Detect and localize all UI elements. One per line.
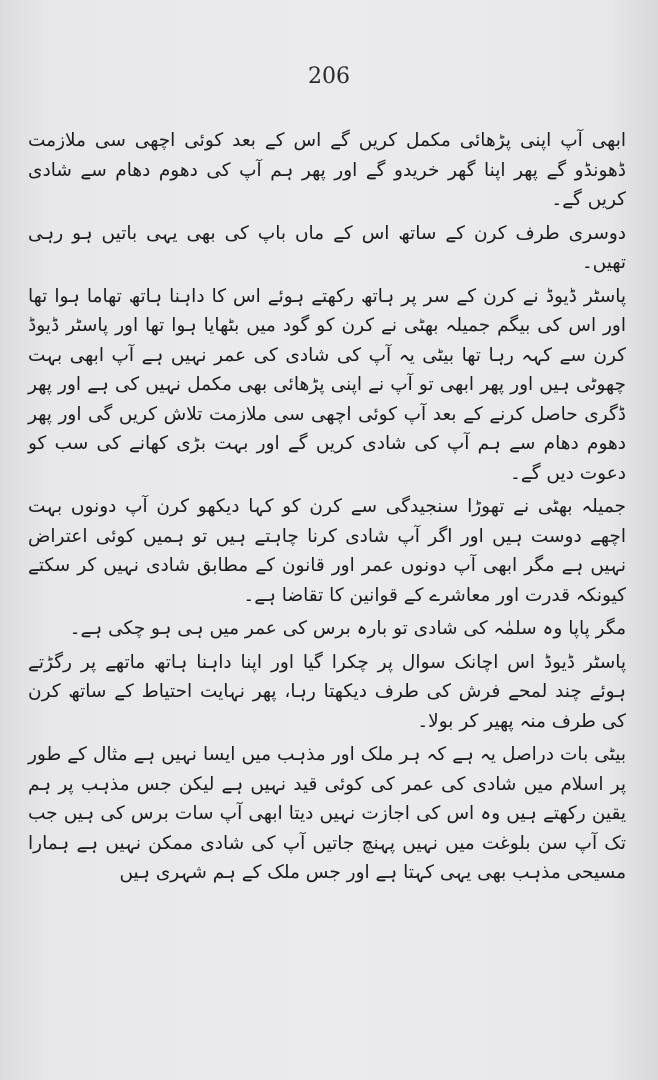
paragraph: جمیلہ بھٹی نے تھوڑا سنجیدگی سے کرن کو کہا دیکھو کرن آپ دونوں بہت اچھے دوست ہیں اور اگر آپ شادی کرنا چاہتے ہیں تو ہمیں کوئی اعتراض نہیں ہے مگر ابھی آپ دونوں عمر اور قانون کے مطابق شادی نہیں کر سکتے کیونکہ قدرت اور معاشرے کے قوانین کا تقاضا ہے۔ xyxy=(28,496,626,606)
paragraph: دوسری طرف کرن کے ساتھ اس کے ماں باپ کی بھی یہی باتیں ہو رہی تھیں۔ xyxy=(28,222,626,273)
paragraph: مگر پاپا وہ سلمٰہ کی شادی تو بارہ برس کی عمر میں ہی ہو چکی ہے۔ xyxy=(69,618,626,639)
paragraph: پاسٹر ڈیوڈ اس اچانک سوال پر چکرا گیا اور اپنا داہنا ہاتھ ماتھے پر رگڑتے ہوئے چند لمحے فرش کی طرف دیکھتا رہا، پھر نہایت احتیاط کے ساتھ کرن کی طرف منہ پھیر کر بولا۔ xyxy=(28,651,626,732)
page-body-text xyxy=(28,126,626,892)
paragraph: بیٹی بات دراصل یہ ہے کہ ہر ملک اور مذہب میں ایسا نہیں ہے مثال کے طور پر اسلام میں شادی کی عمر کی کوئی قید نہیں ہے لیکن جس مذہب پر ہم یقین رکھتے ہیں وہ اس کی اجازت نہیں دیتا ابھی آپ سات برس کی ہیں جب تک آپ سن بلوغت میں نہیں پہنچ جاتیں آپ کی شادی ممکن نہیں ہے ہمارا مسیحی مذہب بھی یہی کہتا ہے اور جس ملک کے ہم شہری ہیں xyxy=(28,744,626,883)
paragraph: ابھی آپ اپنی پڑھائی مکمل کریں گے اس کے بعد کوئی اچھی سی ملازمت ڈھونڈو گے پھر اپنا گھر خریدو گے اور پھر ہم آپ کی دھوم دھام سے شادی کریں گے۔ xyxy=(28,130,626,210)
paragraph: پاسٹر ڈیوڈ نے کرن کے سر پر ہاتھ رکھتے ہوئے اس کا داہنا ہاتھ تھاما ہوا تھا اور اس کی بیگم جمیلہ بھٹی نے کرن کو گود میں بٹھایا ہوا تھا اور پاسٹر ڈیوڈ کرن سے کہہ رہا تھا بیٹی یہ آپ کی شادی کی عمر نہیں ہے آپ ابھی بہت چھوٹی ہیں اور پھر ابھی تو آپ نے اپنی پڑھائی بھی مکمل نہیں کی ہے اور پھر ڈگری حاصل کرنے کے بعد آپ کوئی اچھی سی ملازمت تلاش کریں گی اور پھر دھوم دھام سے ہم آپ کی شادی کریں گے اور بہت بڑی کھانے کی سب کو دعوت دیں گے۔ xyxy=(28,285,626,484)
page-number: 206 xyxy=(308,64,350,89)
